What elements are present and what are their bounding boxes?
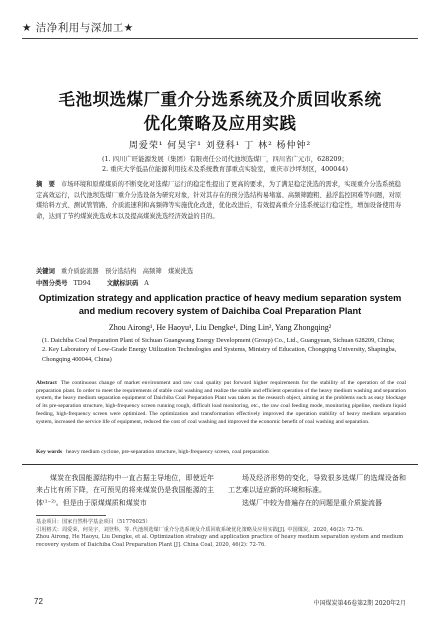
body-right-paragraph-1: 场及经济形势的变化，导致很多选煤厂的选煤设备和工艺难以适应新的环境和标准。: [228, 474, 406, 495]
affiliations-zh: [40, 154, 410, 174]
abstract-en-text: The continuous change of market environment and raw coal quality put forward higher requirements for the stability of the operation of the coal preparation plant. In order to meet the requirements of stable coal washing and realize the stable and efficient operation of the heavy medium washing and separation system, the heavy medium separation equipment of Daichiba Coal Preparation Plant was taken as the research object, aiming at the problems such as easy blockage of its pre-separation structure, high-frequency screen running rough, difficult load monitoring, etc., the raw coal feeding mode, monitoring pipeline, medium liquid feeding, high-frequency screen were optimized. The optimization and transformation effectively improved the operation stability of heavy medium separation system, increased the service life of equipment, reduced the cost of coal washing and improved the economic benefit of coal washing and separation.: [36, 380, 406, 425]
title-zh-line-2: 优化策略及应用实践: [143, 114, 297, 133]
keywords-en-text: heavy medium cyclone, pre-separation structure, high-frequency screen, coal preparation: [66, 449, 269, 455]
authors-zh: 周爱荣¹ 何昊宇¹ 刘登科¹ 丁 林² 杨仲钟²: [128, 141, 312, 151]
body-column-left: 煤炭在我国能源结构中一直占据主导地位，即使近年来占比有所下降，在可预见的将来煤炭仍是我国能源的主体⁽¹⁻²⁾。但是由于原煤煤质和煤炭市: [36, 474, 214, 507]
doc-code-label: 文献标识码: [106, 280, 139, 287]
authors-en: Zhou Airong¹, He Haoyu¹, Liu Dengke¹, Ding Lin², Yang Zhongqing²: [108, 323, 332, 332]
affiliation-zh-1: (1. 四川广旺能源发展（集团）有限责任公司代池坝选煤厂，四川省广元市，628209；: [102, 155, 348, 163]
keywords-en: [36, 449, 406, 457]
doc-code-value: A: [144, 280, 149, 287]
title-zh: [0, 88, 440, 136]
footnote-citation-zh: 引用格式：周爱荣，何昊宇，刘登科，等. 代池坝选煤厂重介分选系统及介质回收系统优化策略及应用实践[J]. 中国煤炭，2020, 46(2): 72-76.: [36, 526, 364, 533]
body-right-paragraph-2: 选煤厂中较为普遍存在的问题是重介质旋流器: [242, 498, 382, 507]
header-rule: [22, 38, 418, 39]
keywords-en-label: Key words: [36, 449, 63, 455]
affiliation-en-2: 2. Key Laboratory of Low-Grade Energy Utilization Technologies and Systems, Ministry of Education, Chongqing University, Shapingba, Chongqing 400044, China): [42, 346, 397, 363]
journal-info: 中国煤炭第46卷第2期 2020年2月: [313, 600, 406, 607]
title-en: Optimization strategy and application practice of heavy medium separation system and medium recovery system of Daichiba Coal Preparation Plant: [38, 293, 402, 316]
abstract-zh-label: 摘 要: [36, 181, 55, 188]
body-column-right: [228, 472, 406, 509]
keywords-zh-label: 关键词: [36, 268, 55, 275]
footnote-fund: 基金项目：国家自然科学基金项目（51776025）: [36, 519, 151, 525]
keywords-zh-text: 重介质旋流器 预分选结构 高频筛 煤炭洗选: [60, 268, 194, 275]
section-tag: ★ 洁净利用与深加工★: [22, 22, 134, 34]
page-number: 72: [34, 597, 43, 606]
classification-zh: [36, 278, 406, 287]
abstract-zh-text: 市场环境和原煤煤质的不断变化对选煤厂运行的稳定性提出了更高的要求，为了满足稳定洗选的需求，实现重介分选系统稳定高效运行，以代池坝选煤厂重介分选设备为研究对象，针对其存在的预分选结构易堵塞、高频筛跑粗、悬浮监控困难等问题，对原煤给料方式、测试管管路、介质流速利和高频筛等实施优化改进，优化改进后，有效提高重介分选系统运行稳定性，增加设备使用寿命，达到了节约煤炭洗选成本以及提高煤炭洗选经济效益的目的。: [36, 181, 402, 220]
keywords-zh: [36, 266, 406, 275]
footnotes: [36, 519, 406, 550]
abstract-en-label: Abstract: [36, 380, 57, 386]
clc-value: TD94: [73, 280, 91, 287]
abstract-en: [36, 380, 406, 426]
section-divider: [22, 464, 418, 465]
clc-label: 中图分类号: [36, 280, 68, 287]
affiliations-en: [42, 336, 404, 364]
affiliation-en-1: (1. Daichiba Coal Preparation Plant of Sichuan Guangwang Energy Development (Group) Co., Ltd., Guangyuan, Sichuan 628209, China;: [42, 337, 395, 344]
abstract-zh: [36, 180, 406, 222]
affiliation-zh-2: 2. 重庆大学低品位能源利用技术及系统教育部重点实验室，重庆市沙坪坝区，400044): [102, 165, 348, 173]
footnote-citation-en: Zhou Airong, He Haoyu, Liu Dengke, et al. Optimization strategy and application practice of heavy medium separation system and medium recovery system of Daichiba Coal Preparation Plant [J]. China Coal, 2020, 46(2): 72-76.: [36, 534, 404, 549]
title-zh-line-1: 毛池坝选煤厂重介分选系统及介质回收系统: [58, 90, 382, 109]
footnote-rule: [36, 515, 106, 516]
